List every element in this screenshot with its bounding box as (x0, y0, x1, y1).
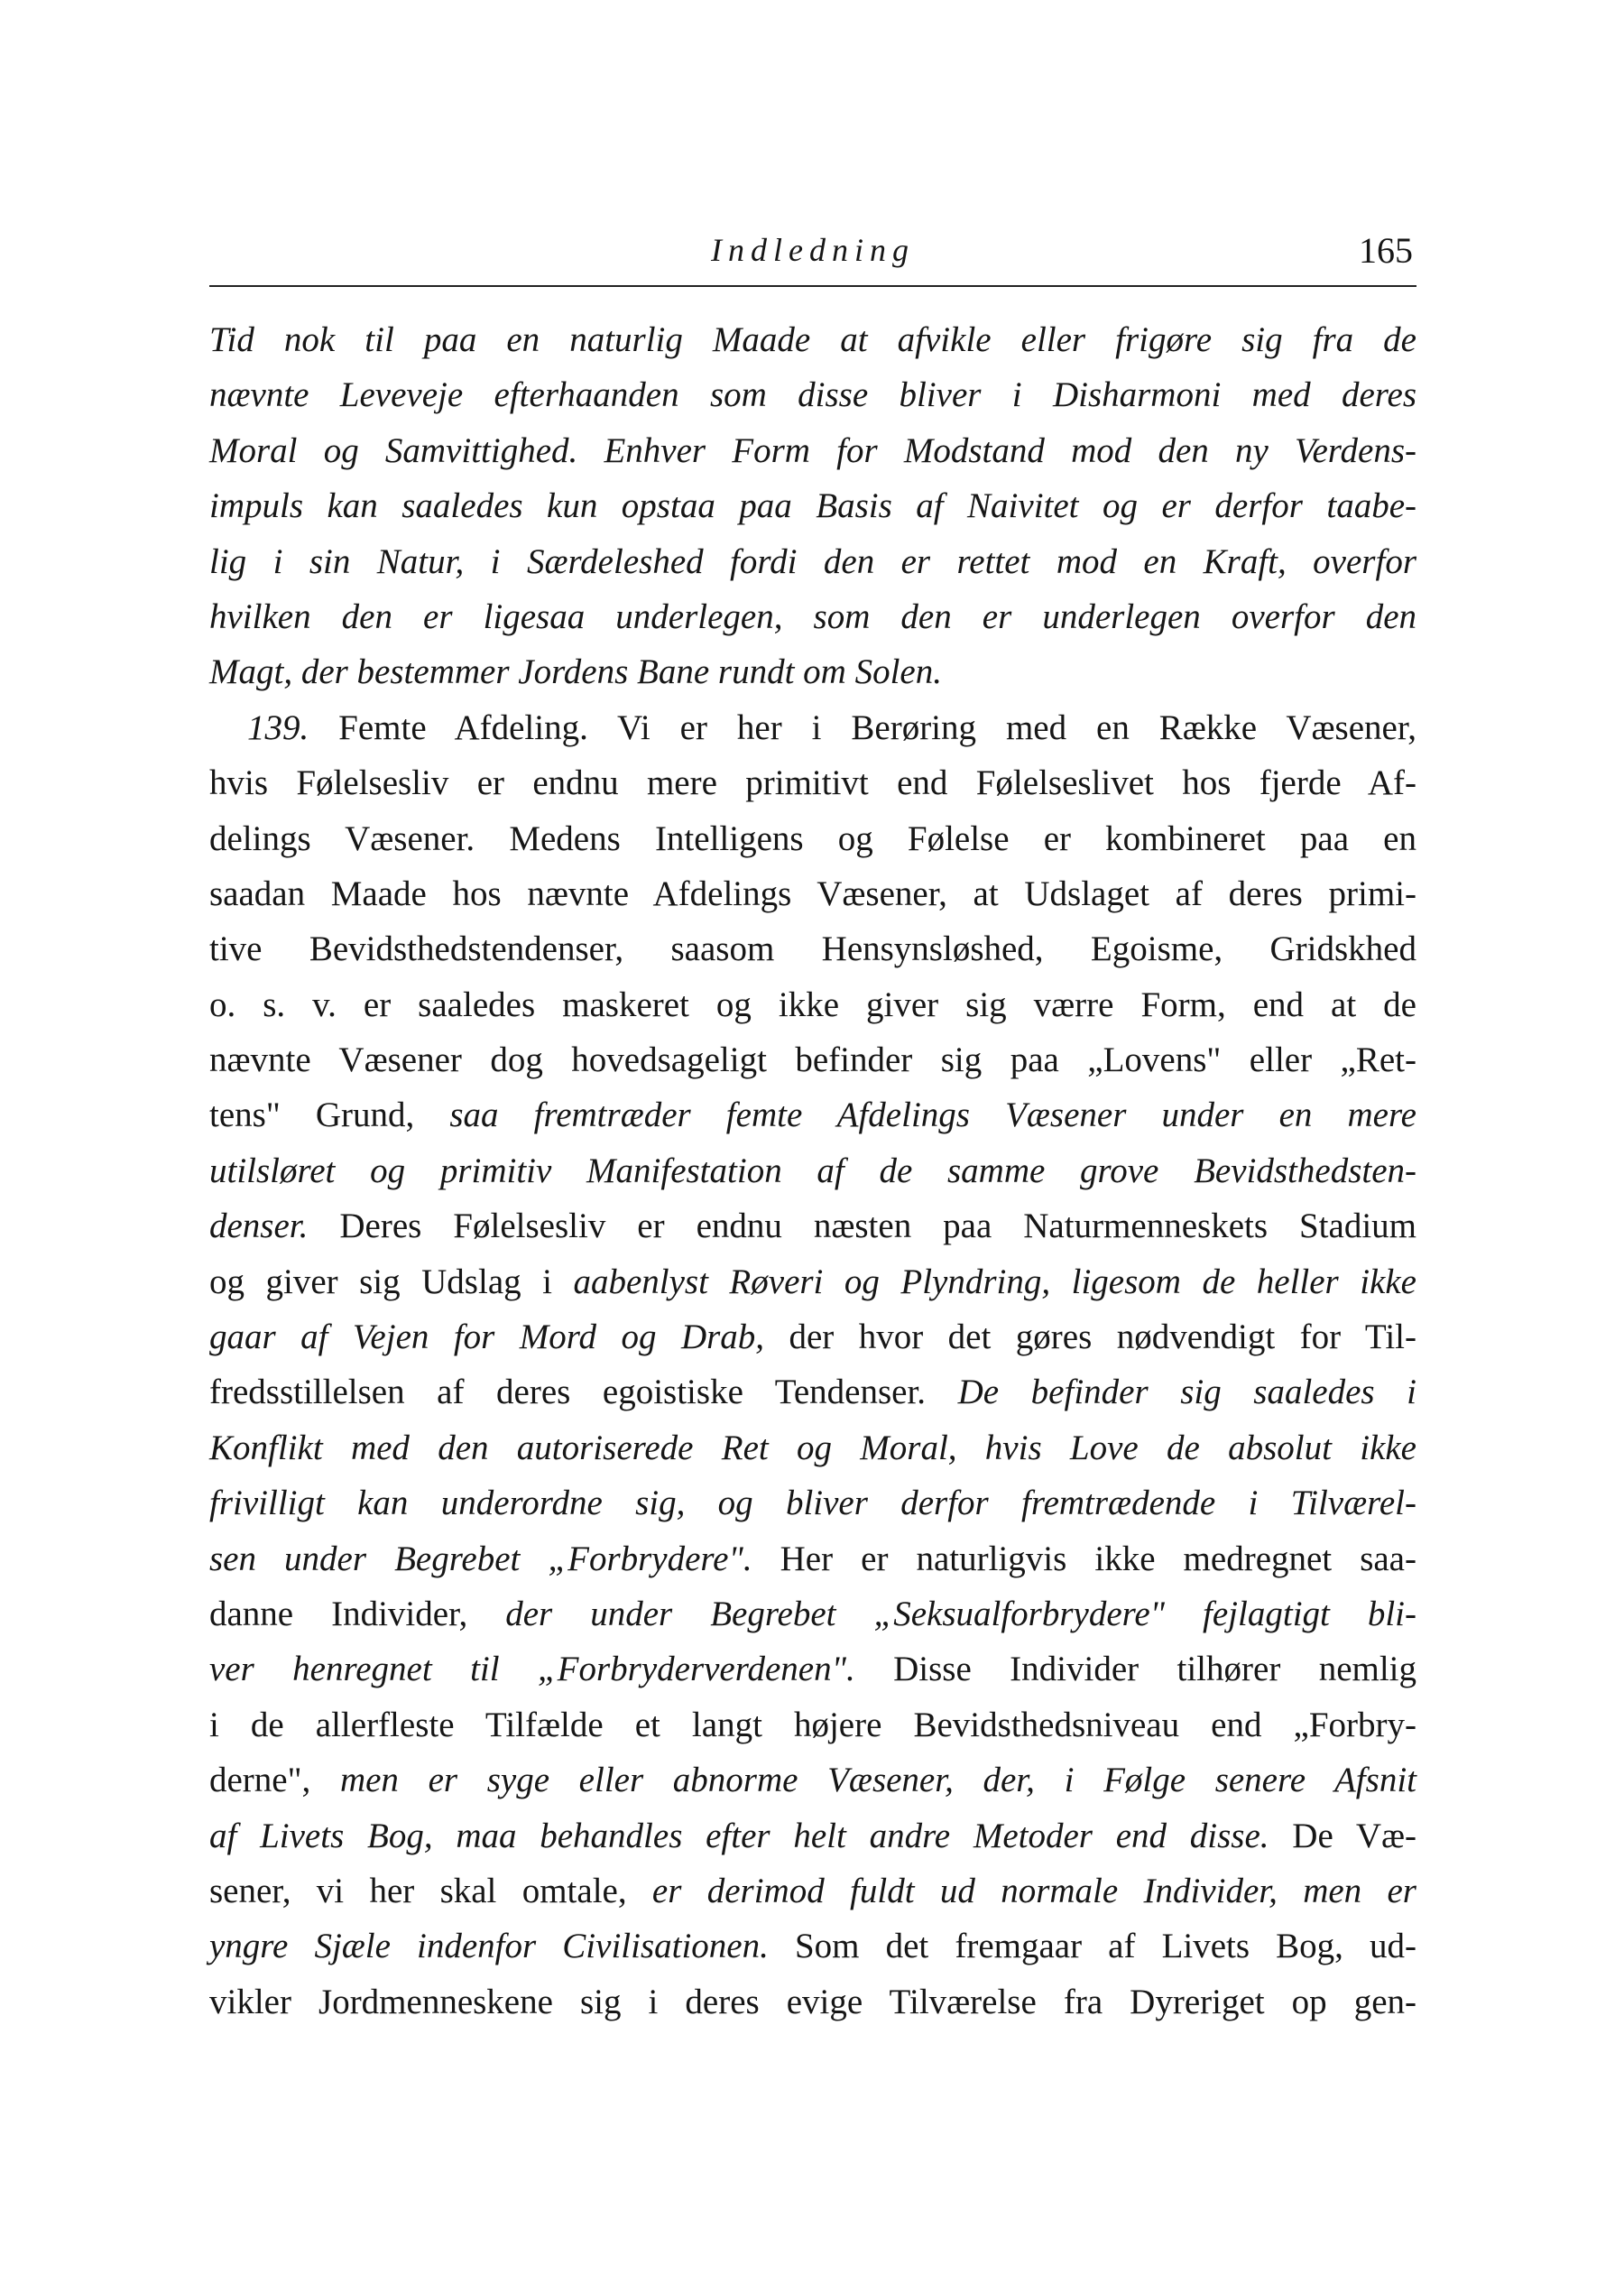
text-segment: i de allerfleste Tilfælde et langt højere Bevidsthedsniveau end „Forbry- (209, 1705, 1416, 1744)
text-segment: danne Individer, (209, 1594, 506, 1633)
text-line (209, 1586, 1416, 1641)
running-title: Indledning (711, 232, 915, 268)
text-line (209, 866, 1416, 921)
text-line (209, 1475, 1416, 1530)
italic-text-segment: utilsløret og primitiv Manifestation af de samme grove Bevidsthedsten- (209, 1151, 1416, 1190)
italic-text-segment: der under Begrebet „Seksualforbrydere" fejlagtigt bli- (505, 1594, 1417, 1633)
italic-text-segment: impuls kan saaledes kun opstaa paa Basis af Naivitet og er derfor taabe- (209, 486, 1416, 526)
italic-text-segment: ver henregnet til „Forbryderverdenen". (209, 1650, 855, 1689)
text-line (209, 644, 1416, 699)
italic-text-segment: gaar af Vejen for Mord og Drab, (209, 1318, 765, 1357)
italic-text-segment: hvilken den er ligesaa underlegen, som den er underlegen overfor den (209, 596, 1416, 636)
text-line (209, 755, 1416, 810)
text-line (209, 1198, 1416, 1253)
text-segment: Disse Individer tilhører nemlig (854, 1650, 1417, 1689)
page-number: 165 (1359, 230, 1413, 271)
text-line (209, 977, 1416, 1032)
text-segment: Som det fremgaar af Livets Bog, ud- (768, 1927, 1416, 1966)
text-line (209, 1641, 1416, 1697)
page-header (209, 226, 1416, 283)
text-line (209, 1364, 1416, 1419)
text-line (209, 534, 1416, 589)
text-segment: derne", (209, 1761, 340, 1800)
text-segment: der hvor det gøres nødvendigt for Til- (764, 1318, 1416, 1357)
text-line (209, 811, 1416, 866)
italic-text-segment: men er syge eller abnorme Væsener, der, i Følge senere Afsnit (339, 1761, 1416, 1800)
italic-text-segment: frivilligt kan underordne sig, og bliver derfor fremtrædende i Tilværel- (209, 1484, 1416, 1523)
text-line (209, 589, 1416, 644)
italic-text-segment: De befinder sig saaledes i (957, 1373, 1417, 1412)
text-line (209, 367, 1416, 422)
text-line (209, 312, 1416, 367)
text-segment: vikler Jordmenneskene sig i deres evige Tilværelse fra Dyreriget op gen- (209, 1982, 1416, 2021)
text-line (209, 1143, 1416, 1198)
body-text (209, 312, 1416, 2029)
text-line (209, 478, 1416, 533)
text-segment: fredsstillelsen af deres egoistiske Tendenser. (209, 1373, 958, 1412)
italic-text-segment: af Livets Bog, maa behandles efter helt andre Metoder end disse. (209, 1816, 1269, 1855)
italic-text-segment: Magt, der bestemmer Jordens Bane rundt om Solen. (209, 652, 942, 692)
text-segment: De Væ- (1269, 1816, 1416, 1855)
italic-text-segment: aabenlyst Røveri og Plyndring, ligesom de heller ikke (573, 1262, 1416, 1301)
italic-text-segment: denser. (209, 1207, 309, 1246)
italic-text-segment: Konflikt med den autoriserede Ret og Moral, hvis Love de absolut ikke (209, 1428, 1416, 1467)
text-line (209, 1032, 1416, 1087)
italic-text-segment: yngre Sjæle indenfor Civilisationen. (209, 1927, 769, 1966)
text-segment: o. s. v. er saaledes maskeret og ikke giver sig værre Form, end at de (209, 985, 1416, 1024)
text-line (209, 1752, 1416, 1808)
text-line (209, 1531, 1416, 1586)
italic-text-segment: Tid nok til paa en naturlig Maade at afvikle eller frigøre sig fra de (209, 320, 1416, 359)
text-segment: Her er naturligvis ikke medregnet saa- (752, 1539, 1416, 1578)
text-segment: saadan Maade hos nævnte Afdelings Væsener, at Udslaget af deres primi- (209, 874, 1416, 913)
italic-text-segment: 139. (247, 707, 309, 747)
text-line (209, 1808, 1416, 1863)
text-segment: tive Bevidsthedstendenser, saasom Hensynsløshed, Egoisme, Gridskhed (209, 929, 1416, 969)
italic-text-segment: nævnte Leveveje efterhaanden som disse bliver i Disharmoni med deres (209, 375, 1416, 415)
text-line (209, 1974, 1416, 2029)
text-segment: tens" Grund, (209, 1096, 450, 1135)
italic-text-segment: lig i sin Natur, i Særdeleshed fordi den er rettet mod en Kraft, overfor (209, 541, 1416, 581)
italic-text-segment: sen under Begrebet „Forbrydere". (209, 1539, 752, 1578)
header-rule (209, 285, 1416, 287)
text-line (209, 1697, 1416, 1752)
text-line (209, 921, 1416, 976)
text-line (209, 1919, 1416, 1974)
text-line (209, 700, 1416, 755)
text-line (209, 1309, 1416, 1364)
text-segment: Femte Afdeling. Vi er her i Berøring med en Række Væsener, (309, 707, 1416, 747)
text-segment: Deres Følelsesliv er endnu næsten paa Naturmenneskets Stadium (308, 1207, 1416, 1246)
text-segment: nævnte Væsener dog hovedsageligt befinder sig paa „Lovens" eller „Ret- (209, 1040, 1416, 1080)
text-line (209, 1254, 1416, 1309)
text-segment: delings Væsener. Medens Intelligens og Følelse er kombineret paa en (209, 818, 1416, 858)
text-line (209, 423, 1416, 478)
text-segment: og giver sig Udslag i (209, 1262, 574, 1301)
text-line (209, 1087, 1416, 1142)
text-segment: hvis Følelsesliv er endnu mere primitivt end Følelseslivet hos fjerde Af- (209, 763, 1416, 803)
italic-text-segment: Moral og Samvittighed. Enhver Form for Modstand mod den ny Verdens- (209, 430, 1416, 470)
italic-text-segment: er derimod fuldt ud normale Individer, men er (651, 1871, 1416, 1910)
text-segment: sener, vi her skal omtale, (209, 1871, 652, 1910)
text-line (209, 1863, 1416, 1919)
text-line (209, 1420, 1416, 1475)
italic-text-segment: saa fremtræder femte Afdelings Væsener under en mere (449, 1096, 1416, 1135)
